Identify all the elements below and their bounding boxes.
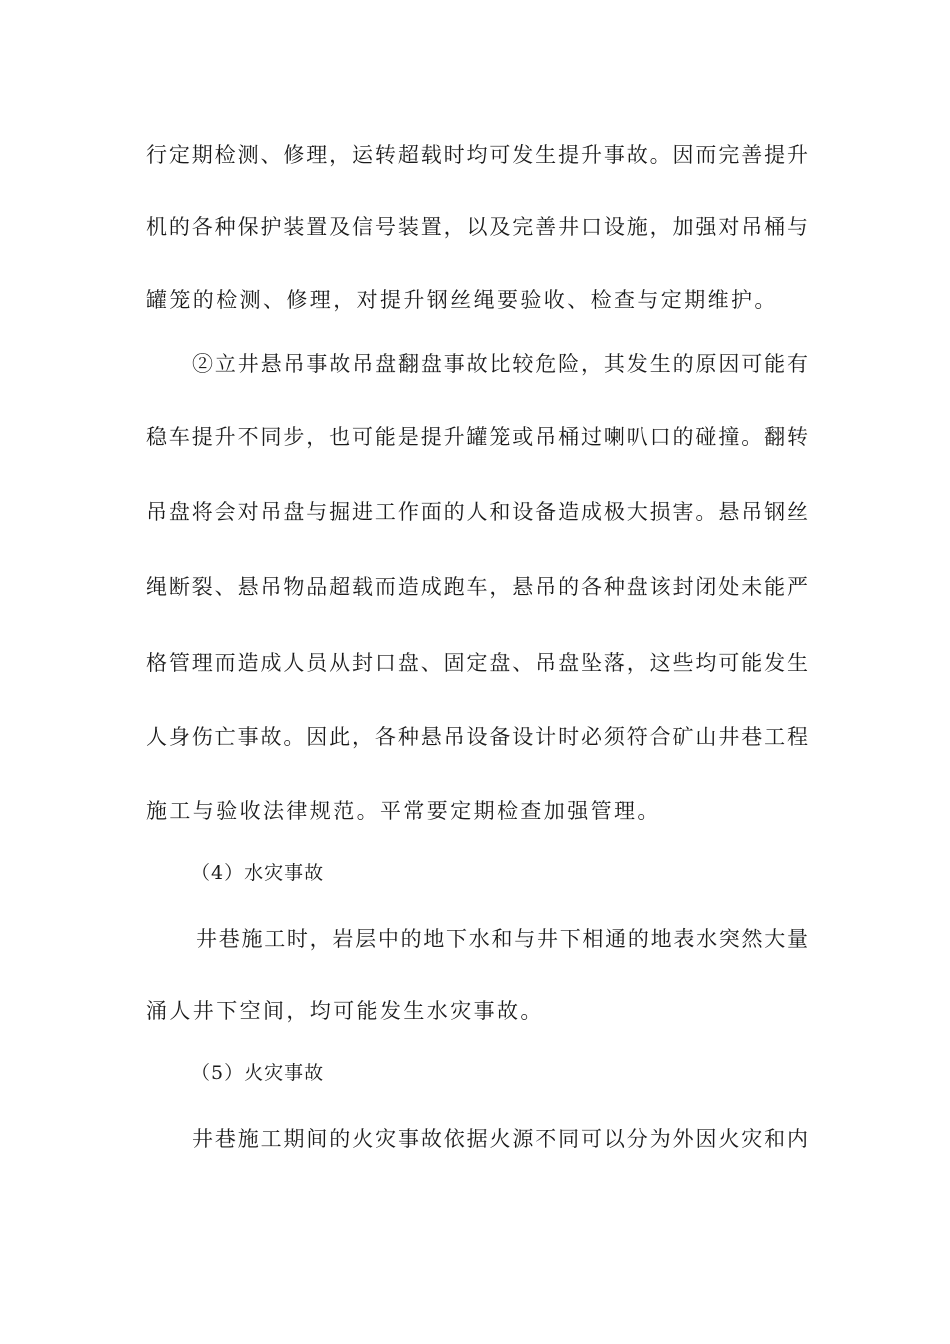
paragraph-line: 机的各种保护装置及信号装置，以及完善井口设施，加强对吊桶与: [146, 215, 808, 239]
paragraph-line: 人身伤亡事故。因此，各种悬吊设备设计时必须符合矿山井巷工程: [146, 725, 808, 749]
paragraph-line: 涌人井下空间，均可能发生水灾事故。: [146, 999, 544, 1023]
paragraph-line: 吊盘将会对吊盘与掘进工作面的人和设备造成极大损害。悬吊钢丝: [146, 500, 808, 524]
paragraph-line: ②立井悬吊事故吊盘翻盘事故比较危险，其发生的原因可能有: [192, 352, 808, 376]
section-heading: （4）水灾事故: [191, 862, 325, 884]
paragraph-line: 绳断裂、悬吊物品超载而造成跑车，悬吊的各种盘该封闭处未能严: [146, 575, 808, 599]
section-heading: （5）火灾事故: [191, 1062, 325, 1084]
paragraph-line: 井巷施工时，岩层中的地下水和与井下相通的地表水突然大量: [196, 927, 808, 951]
paragraph-line: 罐笼的检测、修理，对提升钢丝绳要验收、检查与定期维护。: [146, 288, 778, 312]
paragraph-line: 井巷施工期间的火灾事故依据火源不同可以分为外因火灾和内: [192, 1127, 808, 1151]
paragraph-line: 稳车提升不同步，也可能是提升罐笼或吊桶过喇叭口的碰撞。翻转: [146, 425, 808, 449]
paragraph-line: 格管理而造成人员从封口盘、固定盘、吊盘坠落，这些均可能发生: [146, 651, 808, 675]
paragraph-line: 施工与验收法律规范。平常要定期检查加强管理。: [146, 799, 661, 823]
paragraph-line: 行定期检测、修理，运转超载时均可发生提升事故。因而完善提升: [146, 143, 808, 167]
